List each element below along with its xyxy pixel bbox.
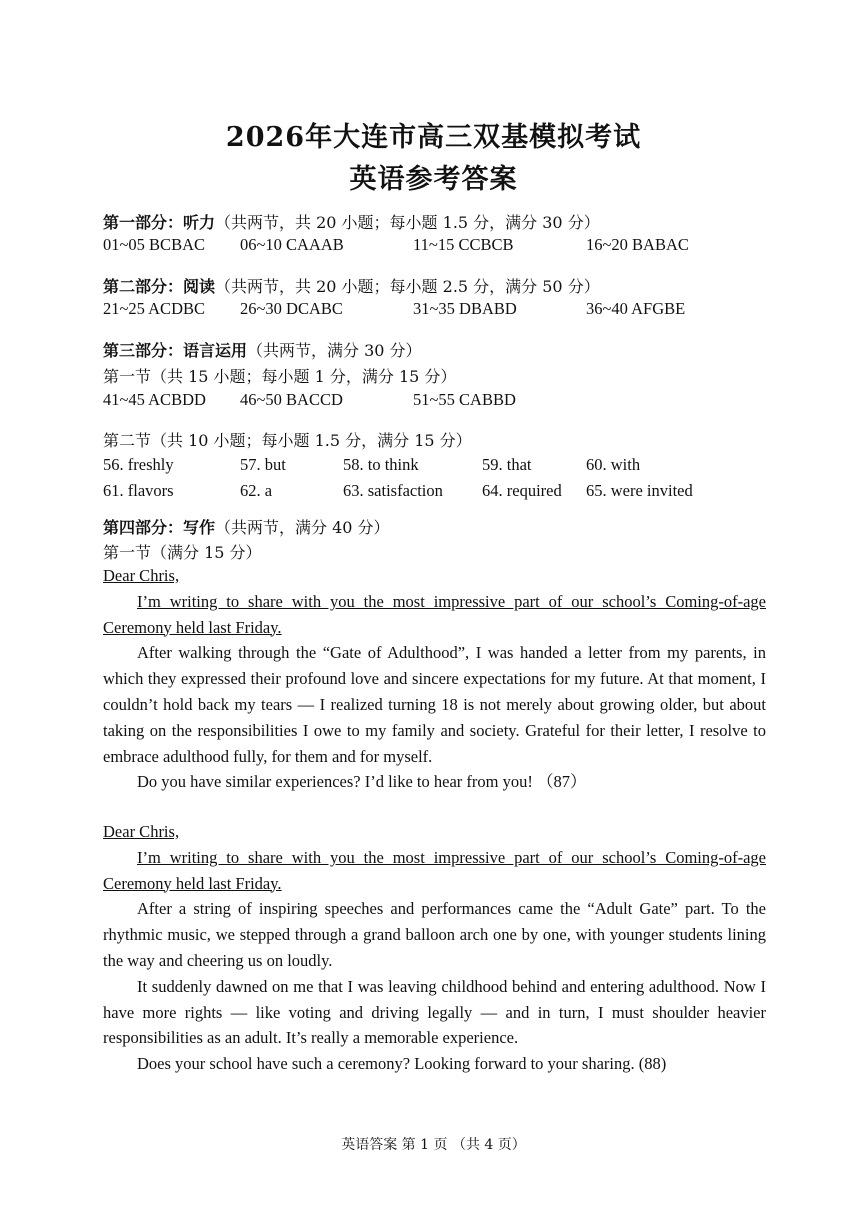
part4-note: （共两节，满分 40 分） [215,518,390,537]
sample-essay-2 [103,819,766,1077]
part1-header [103,210,600,233]
answer-group: 46~50 BACCD [240,390,343,409]
answer-item: 64. required [482,481,562,500]
part3-section1-label: 第一节（共 15 小题；每小题 1 分，满分 15 分） [103,367,457,386]
part1-label: 第一部分：听力 [103,213,216,232]
part2-header [103,274,600,297]
answer-group: 21~25 ACDBC [103,299,205,318]
answer-item: 63. satisfaction [343,481,443,500]
essay-opening: I’m writing to share with you the most impressive part of our school’s Coming-of-age Ceremony held last Friday. [103,591,766,637]
exam-title: 2026年大连市高三双基模拟考试 [225,122,642,153]
sample-essay-1 [103,563,766,795]
essay-paragraph: After walking through the “Gate of Adulthood”, I was handed a letter from my parents, in which they expressed their profound love and sincere expectations for my future. At that moment, I couldn’t hold back my tears — I realized turning 18 is not merely about growing older, but about taking on the responsibilities I owe to my family and society. Grateful for their letter, I resolve to embrace adulthood fully, for them and for myself. [103,643,766,766]
answer-group: 11~15 CCBCB [413,235,514,254]
answer-item: 62. a [240,481,273,500]
part3-header [103,338,422,361]
essay-opening: I’m writing to share with you the most impressive part of our school’s Coming-of-age Ceremony held last Friday. [103,847,766,893]
answer-group: 36~40 AFGBE [586,299,686,318]
part1-note: （共两节，共 20 小题；每小题 1.5 分，满分 30 分） [215,213,600,232]
part3-section2-label: 第二节（共 10 小题；每小题 1.5 分，满分 15 分） [103,431,472,450]
part2-label: 第二部分：阅读 [103,277,216,296]
answer-item: 60. with [586,455,641,474]
answer-group: 31~35 DBABD [413,299,517,318]
answer-group: 16~20 BABAC [586,235,689,254]
essay-greeting: Dear Chris, [103,566,180,585]
part4-label: 第四部分：写作 [103,518,216,537]
part4-header [103,515,390,538]
essay-paragraph: Do you have similar experiences? I’d like to hear from you! （87） [137,772,587,792]
answer-item: 56. freshly [103,455,174,474]
document-subtitle: 英语参考答案 [349,164,518,195]
essay-greeting: Dear Chris, [103,822,180,841]
answer-group: 51~55 CABBD [413,390,516,409]
answer-group: 06~10 CAAAB [240,235,344,254]
answer-item: 59. that [482,455,532,474]
answer-group: 41~45 ACBDD [103,390,206,409]
essay-paragraph: After a string of inspiring speeches and performances came the “Adult Gate” part. To the rhythmic music, we stepped through a grand balloon arch one by one, with younger students lining the way and cheering us on loudly. [103,899,766,970]
answer-item: 65. were invited [586,481,693,500]
answer-group: 01~05 BCBAC [103,235,205,254]
part4-section1-label: 第一节（满分 15 分） [103,543,262,562]
page-footer: 英语答案 第 1 页 （共 4 页） [341,1137,526,1153]
answer-group: 26~30 DCABC [240,299,343,318]
part2-note: （共两节，共 20 小题；每小题 2.5 分，满分 50 分） [215,277,600,296]
essay-paragraph: It suddenly dawned on me that I was leaving childhood behind and entering adulthood. Now I have more rights — like voting and driving legally — and in turn, I must shoulder heavier responsibilities as an adult. It’s really a memorable experience. [103,976,766,1048]
answer-item: 57. but [240,455,286,474]
essay-paragraph: Does your school have such a ceremony? Looking forward to your sharing. (88) [137,1054,667,1074]
part3-note: （共两节，满分 30 分） [247,341,422,360]
answer-item: 61. flavors [103,481,174,500]
answer-item: 58. to think [343,455,419,474]
part3-label: 第三部分：语言运用 [103,341,248,360]
